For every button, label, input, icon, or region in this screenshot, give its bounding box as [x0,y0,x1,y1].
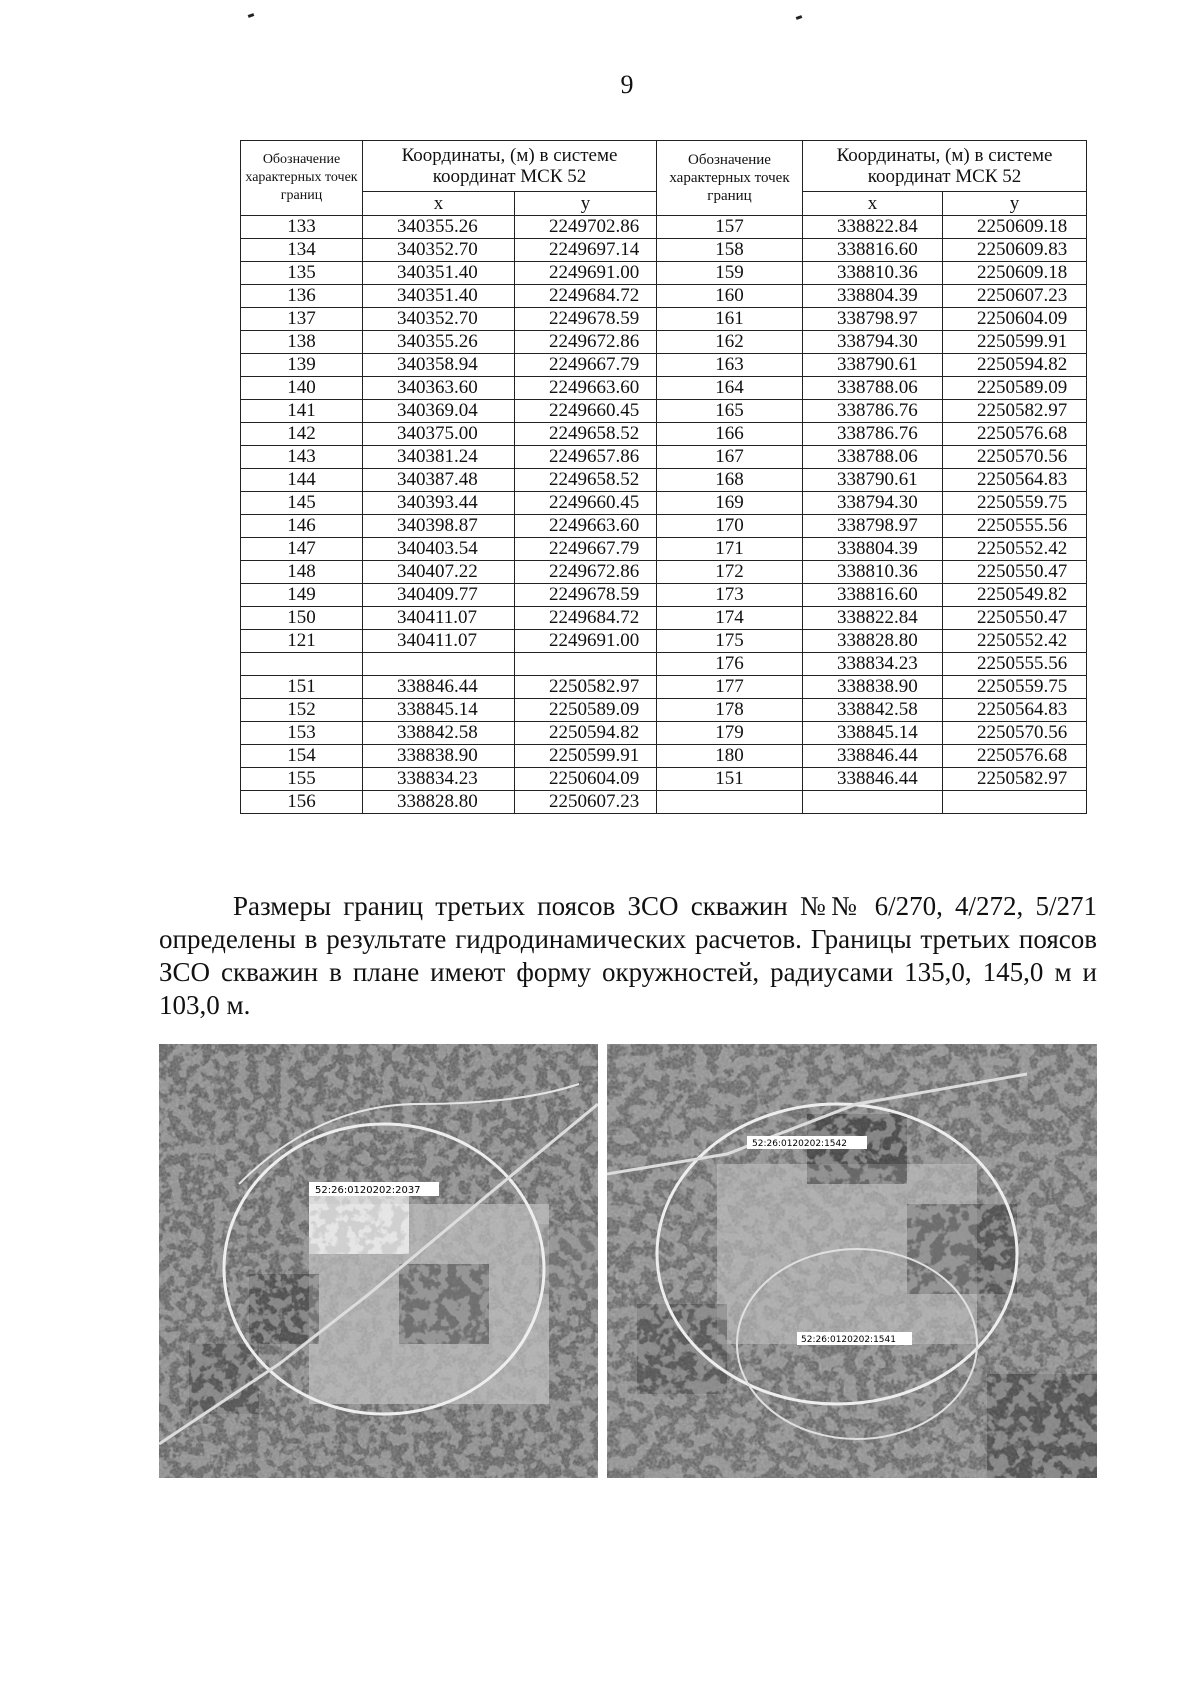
y-cell: 2249672.86 [515,561,657,584]
x-cell: 338786.76 [803,423,943,446]
y-cell: 2249672.86 [515,331,657,354]
y-cell: 2249663.60 [515,515,657,538]
point-cell: 139 [241,354,363,377]
table-row [241,768,1087,791]
x-cell: 340351.40 [363,262,515,285]
x-cell: 340409.77 [363,584,515,607]
page-number: 9 [620,70,634,99]
x-cell: 338838.90 [363,745,515,768]
y-cell: 2249691.00 [515,630,657,653]
table-row [241,354,1087,377]
point-cell: 152 [241,699,363,722]
y-header-right: y [943,192,1087,216]
y-cell: 2249658.52 [515,469,657,492]
y-cell [515,653,657,676]
x-cell: 338828.80 [363,791,515,814]
x-cell: 338794.30 [803,331,943,354]
x-cell: 340351.40 [363,285,515,308]
point-cell: 175 [657,630,803,653]
table-row [241,469,1087,492]
y-cell: 2250564.83 [943,469,1087,492]
x-cell: 338810.36 [803,561,943,584]
table-row [241,446,1087,469]
y-cell: 2250582.97 [943,400,1087,423]
x-cell [803,791,943,814]
point-cell: 121 [241,630,363,653]
x-cell: 340407.22 [363,561,515,584]
table-row [241,722,1087,745]
x-cell: 338822.84 [803,607,943,630]
x-cell: 338846.44 [803,745,943,768]
y-cell: 2250582.97 [943,768,1087,791]
table-row [241,285,1087,308]
table-row [241,653,1087,676]
table-row [241,607,1087,630]
point-cell: 156 [241,791,363,814]
y-cell: 2250555.56 [943,653,1087,676]
x-cell: 338834.23 [803,653,943,676]
table-row [241,331,1087,354]
point-cell: 145 [241,492,363,515]
y-cell: 2250599.91 [515,745,657,768]
table-row [241,676,1087,699]
table-row [241,400,1087,423]
y-cell: 2250609.18 [943,262,1087,285]
coords-header-right: Координаты, (м) в системе координат МСК 52 [803,141,1087,192]
x-cell: 338794.30 [803,492,943,515]
y-cell: 2250549.82 [943,584,1087,607]
x-cell: 338798.97 [803,308,943,331]
point-cell: 170 [657,515,803,538]
map-right-label-2: 52:26:0120202:1541 [801,1335,896,1345]
y-cell: 2250570.56 [943,446,1087,469]
point-cell: 136 [241,285,363,308]
point-cell: 146 [241,515,363,538]
table-row [241,584,1087,607]
table-row [241,791,1087,814]
y-cell: 2249657.86 [515,446,657,469]
point-cell: 137 [241,308,363,331]
y-cell: 2250576.68 [943,745,1087,768]
body-paragraph: Размеры границ третьих поясов ЗСО скважин №№ 6/270, 4/272, 5/271 определены в результате гидродинамических расчетов. Границы третьих поясов ЗСО скважин в плане имеют форму окружностей, радиусами 135,0, 145,0 м и 103,0 м. [159,891,1097,1020]
y-cell: 2249678.59 [515,308,657,331]
y-cell: 2250555.56 [943,515,1087,538]
y-cell: 2249663.60 [515,377,657,400]
scan-mark-left [248,13,255,18]
y-cell: 2249702.86 [515,216,657,239]
y-cell: 2249678.59 [515,584,657,607]
point-cell: 138 [241,331,363,354]
table-row [241,630,1087,653]
point-cell: 154 [241,745,363,768]
x-cell: 338788.06 [803,446,943,469]
x-cell: 338790.61 [803,354,943,377]
table-row [241,262,1087,285]
point-cell [241,653,363,676]
x-cell: 338842.58 [803,699,943,722]
table-row [241,745,1087,768]
y-cell: 2250550.47 [943,607,1087,630]
y-cell: 2249667.79 [515,538,657,561]
y-cell: 2250609.83 [943,239,1087,262]
x-cell: 338846.44 [803,768,943,791]
point-header-left: Обозначение характерных точек границ [241,141,363,216]
satellite-map-right [607,1044,1097,1478]
x-cell: 338834.23 [363,768,515,791]
y-cell: 2249691.00 [515,262,657,285]
x-cell: 340393.44 [363,492,515,515]
scan-mark-right [796,15,803,20]
x-cell: 338822.84 [803,216,943,239]
map-left-label: 52:26:0120202:2037 [315,1185,421,1196]
x-cell: 338786.76 [803,400,943,423]
x-cell: 340381.24 [363,446,515,469]
y-cell: 2250604.09 [515,768,657,791]
x-cell: 340375.00 [363,423,515,446]
x-cell: 338846.44 [363,676,515,699]
satellite-map-left-image [159,1044,598,1478]
x-cell: 338816.60 [803,584,943,607]
y-cell: 2250552.42 [943,538,1087,561]
point-cell: 151 [657,768,803,791]
table-row [241,538,1087,561]
point-cell: 140 [241,377,363,400]
point-cell: 155 [241,768,363,791]
coordinates-table [240,140,1087,814]
point-cell: 153 [241,722,363,745]
x-cell: 340398.87 [363,515,515,538]
point-cell: 166 [657,423,803,446]
y-cell: 2250550.47 [943,561,1087,584]
x-cell: 340352.70 [363,308,515,331]
x-cell: 338788.06 [803,377,943,400]
x-cell: 338816.60 [803,239,943,262]
point-cell: 133 [241,216,363,239]
point-cell: 148 [241,561,363,584]
satellite-map-left [159,1044,598,1478]
x-cell: 340411.07 [363,630,515,653]
x-cell: 340403.54 [363,538,515,561]
point-cell: 159 [657,262,803,285]
point-cell: 144 [241,469,363,492]
point-cell: 162 [657,331,803,354]
y-header-left: y [515,192,657,216]
y-cell: 2250564.83 [943,699,1087,722]
y-cell: 2250607.23 [515,791,657,814]
point-cell: 158 [657,239,803,262]
y-cell: 2250609.18 [943,216,1087,239]
point-cell: 142 [241,423,363,446]
y-cell: 2249697.14 [515,239,657,262]
x-cell [363,653,515,676]
y-cell: 2250559.75 [943,492,1087,515]
x-cell: 340352.70 [363,239,515,262]
y-cell: 2249660.45 [515,492,657,515]
y-cell: 2250607.23 [943,285,1087,308]
point-cell: 141 [241,400,363,423]
x-header-right: x [803,192,943,216]
x-cell: 338845.14 [803,722,943,745]
x-cell: 340411.07 [363,607,515,630]
point-cell: 180 [657,745,803,768]
x-cell: 338804.39 [803,285,943,308]
map-images [159,1044,1097,1478]
point-cell: 143 [241,446,363,469]
point-cell: 168 [657,469,803,492]
point-cell: 171 [657,538,803,561]
point-cell: 165 [657,400,803,423]
y-cell: 2250552.42 [943,630,1087,653]
table-row [241,492,1087,515]
x-cell: 338845.14 [363,699,515,722]
point-cell: 177 [657,676,803,699]
point-cell: 167 [657,446,803,469]
y-cell: 2250570.56 [943,722,1087,745]
point-cell: 173 [657,584,803,607]
point-cell: 164 [657,377,803,400]
point-cell: 161 [657,308,803,331]
point-cell: 174 [657,607,803,630]
point-cell: 150 [241,607,363,630]
y-cell: 2250599.91 [943,331,1087,354]
x-cell: 340369.04 [363,400,515,423]
table-row [241,699,1087,722]
point-cell: 134 [241,239,363,262]
x-cell: 338838.90 [803,676,943,699]
y-cell: 2250582.97 [515,676,657,699]
point-cell: 169 [657,492,803,515]
y-cell: 2249660.45 [515,400,657,423]
table-row [241,423,1087,446]
x-cell: 338842.58 [363,722,515,745]
point-cell: 147 [241,538,363,561]
point-cell: 179 [657,722,803,745]
point-cell: 135 [241,262,363,285]
x-cell: 338798.97 [803,515,943,538]
y-cell: 2250589.09 [515,699,657,722]
table-row [241,216,1087,239]
point-cell: 151 [241,676,363,699]
table-row [241,377,1087,400]
x-cell: 340355.26 [363,331,515,354]
y-cell: 2250604.09 [943,308,1087,331]
y-cell: 2250594.82 [515,722,657,745]
point-cell: 160 [657,285,803,308]
point-cell: 163 [657,354,803,377]
x-cell: 338790.61 [803,469,943,492]
point-header-right: Обозначение характерных точек границ [657,141,803,216]
table-row [241,308,1087,331]
point-cell [657,791,803,814]
satellite-map-right-image [607,1044,1097,1478]
x-cell: 340363.60 [363,377,515,400]
map-right-label-1: 52:26:0120202:1542 [752,1139,847,1149]
y-cell: 2250594.82 [943,354,1087,377]
x-cell: 340358.94 [363,354,515,377]
table-row [241,561,1087,584]
y-cell: 2249658.52 [515,423,657,446]
y-cell: 2249684.72 [515,607,657,630]
x-cell: 340387.48 [363,469,515,492]
coords-header-left: Координаты, (м) в системе координат МСК 52 [363,141,657,192]
x-cell: 338828.80 [803,630,943,653]
table-row [241,515,1087,538]
point-cell: 176 [657,653,803,676]
y-cell: 2249667.79 [515,354,657,377]
y-cell: 2249684.72 [515,285,657,308]
y-cell: 2250589.09 [943,377,1087,400]
point-cell: 149 [241,584,363,607]
x-header-left: x [363,192,515,216]
table-row [241,239,1087,262]
x-cell: 338804.39 [803,538,943,561]
point-cell: 178 [657,699,803,722]
point-cell: 172 [657,561,803,584]
x-cell: 340355.26 [363,216,515,239]
y-cell: 2250576.68 [943,423,1087,446]
point-cell: 157 [657,216,803,239]
y-cell: 2250559.75 [943,676,1087,699]
x-cell: 338810.36 [803,262,943,285]
y-cell [943,791,1087,814]
